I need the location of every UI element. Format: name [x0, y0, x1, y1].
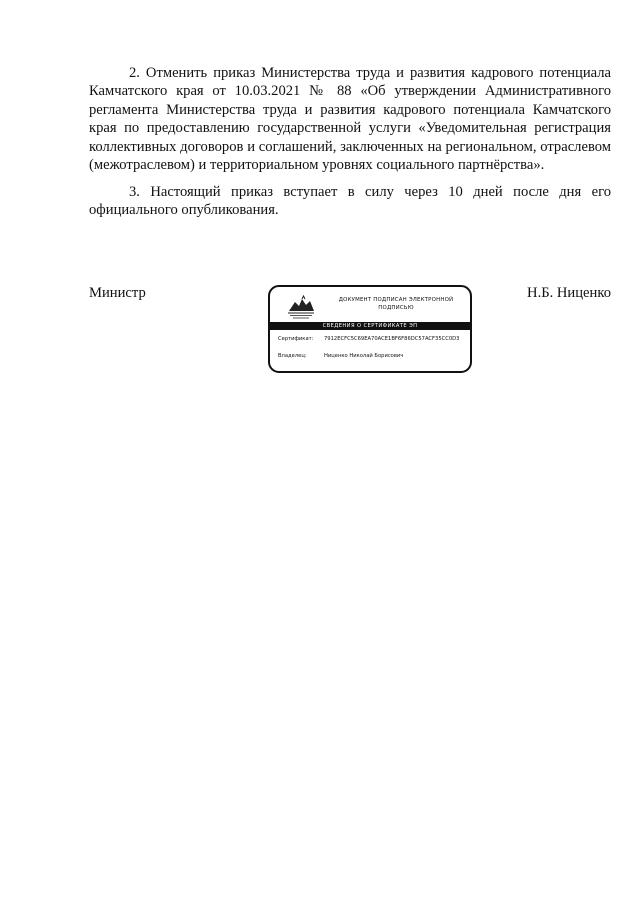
electronic-signature-stamp — [268, 285, 472, 373]
owner-value: Ниценко Николай Борисович — [324, 353, 404, 359]
owner-row — [278, 353, 403, 360]
certificate-value: 7912ECFC5C69EA70ACE1BF6F86DC57ACF35CC0D3 — [324, 336, 460, 342]
owner-label: Владелец: — [278, 353, 307, 359]
paragraph-3: 3. Настоящий приказ вступает в силу через 10 дней после дня его официального опубликования. — [89, 184, 611, 219]
signatory-role: Министр — [89, 285, 146, 301]
stamp-certificate-bar: СВЕДЕНИЯ О СЕРТИФИКАТЕ ЭП — [270, 322, 470, 330]
paragraph-2: 2. Отменить приказ Министерства труда и развития кадрового потенциала Камчатского края от 10.03.2021 № 88 «Об утверждении Административного регламента Министерства труда и развития кадрового потенциала Камчатского края по предоставлению государственной услуги «Уведомительная регистрация коллективных договоров и соглашений, заключенных на региональном, отраслевом (межотраслевом) и территориальном уровнях социального партнёрства». — [89, 65, 611, 174]
stamp-header: ДОКУМЕНТ ПОДПИСАН ЭЛЕКТРОННОЙ ПОДПИСЬЮ — [338, 297, 454, 311]
certificate-label: Сертификат: — [278, 336, 314, 342]
certificate-row — [278, 336, 459, 343]
signatory-name: Н.Б. Ниценко — [527, 285, 611, 301]
kamchatka-coat-of-arms-icon — [286, 293, 316, 321]
